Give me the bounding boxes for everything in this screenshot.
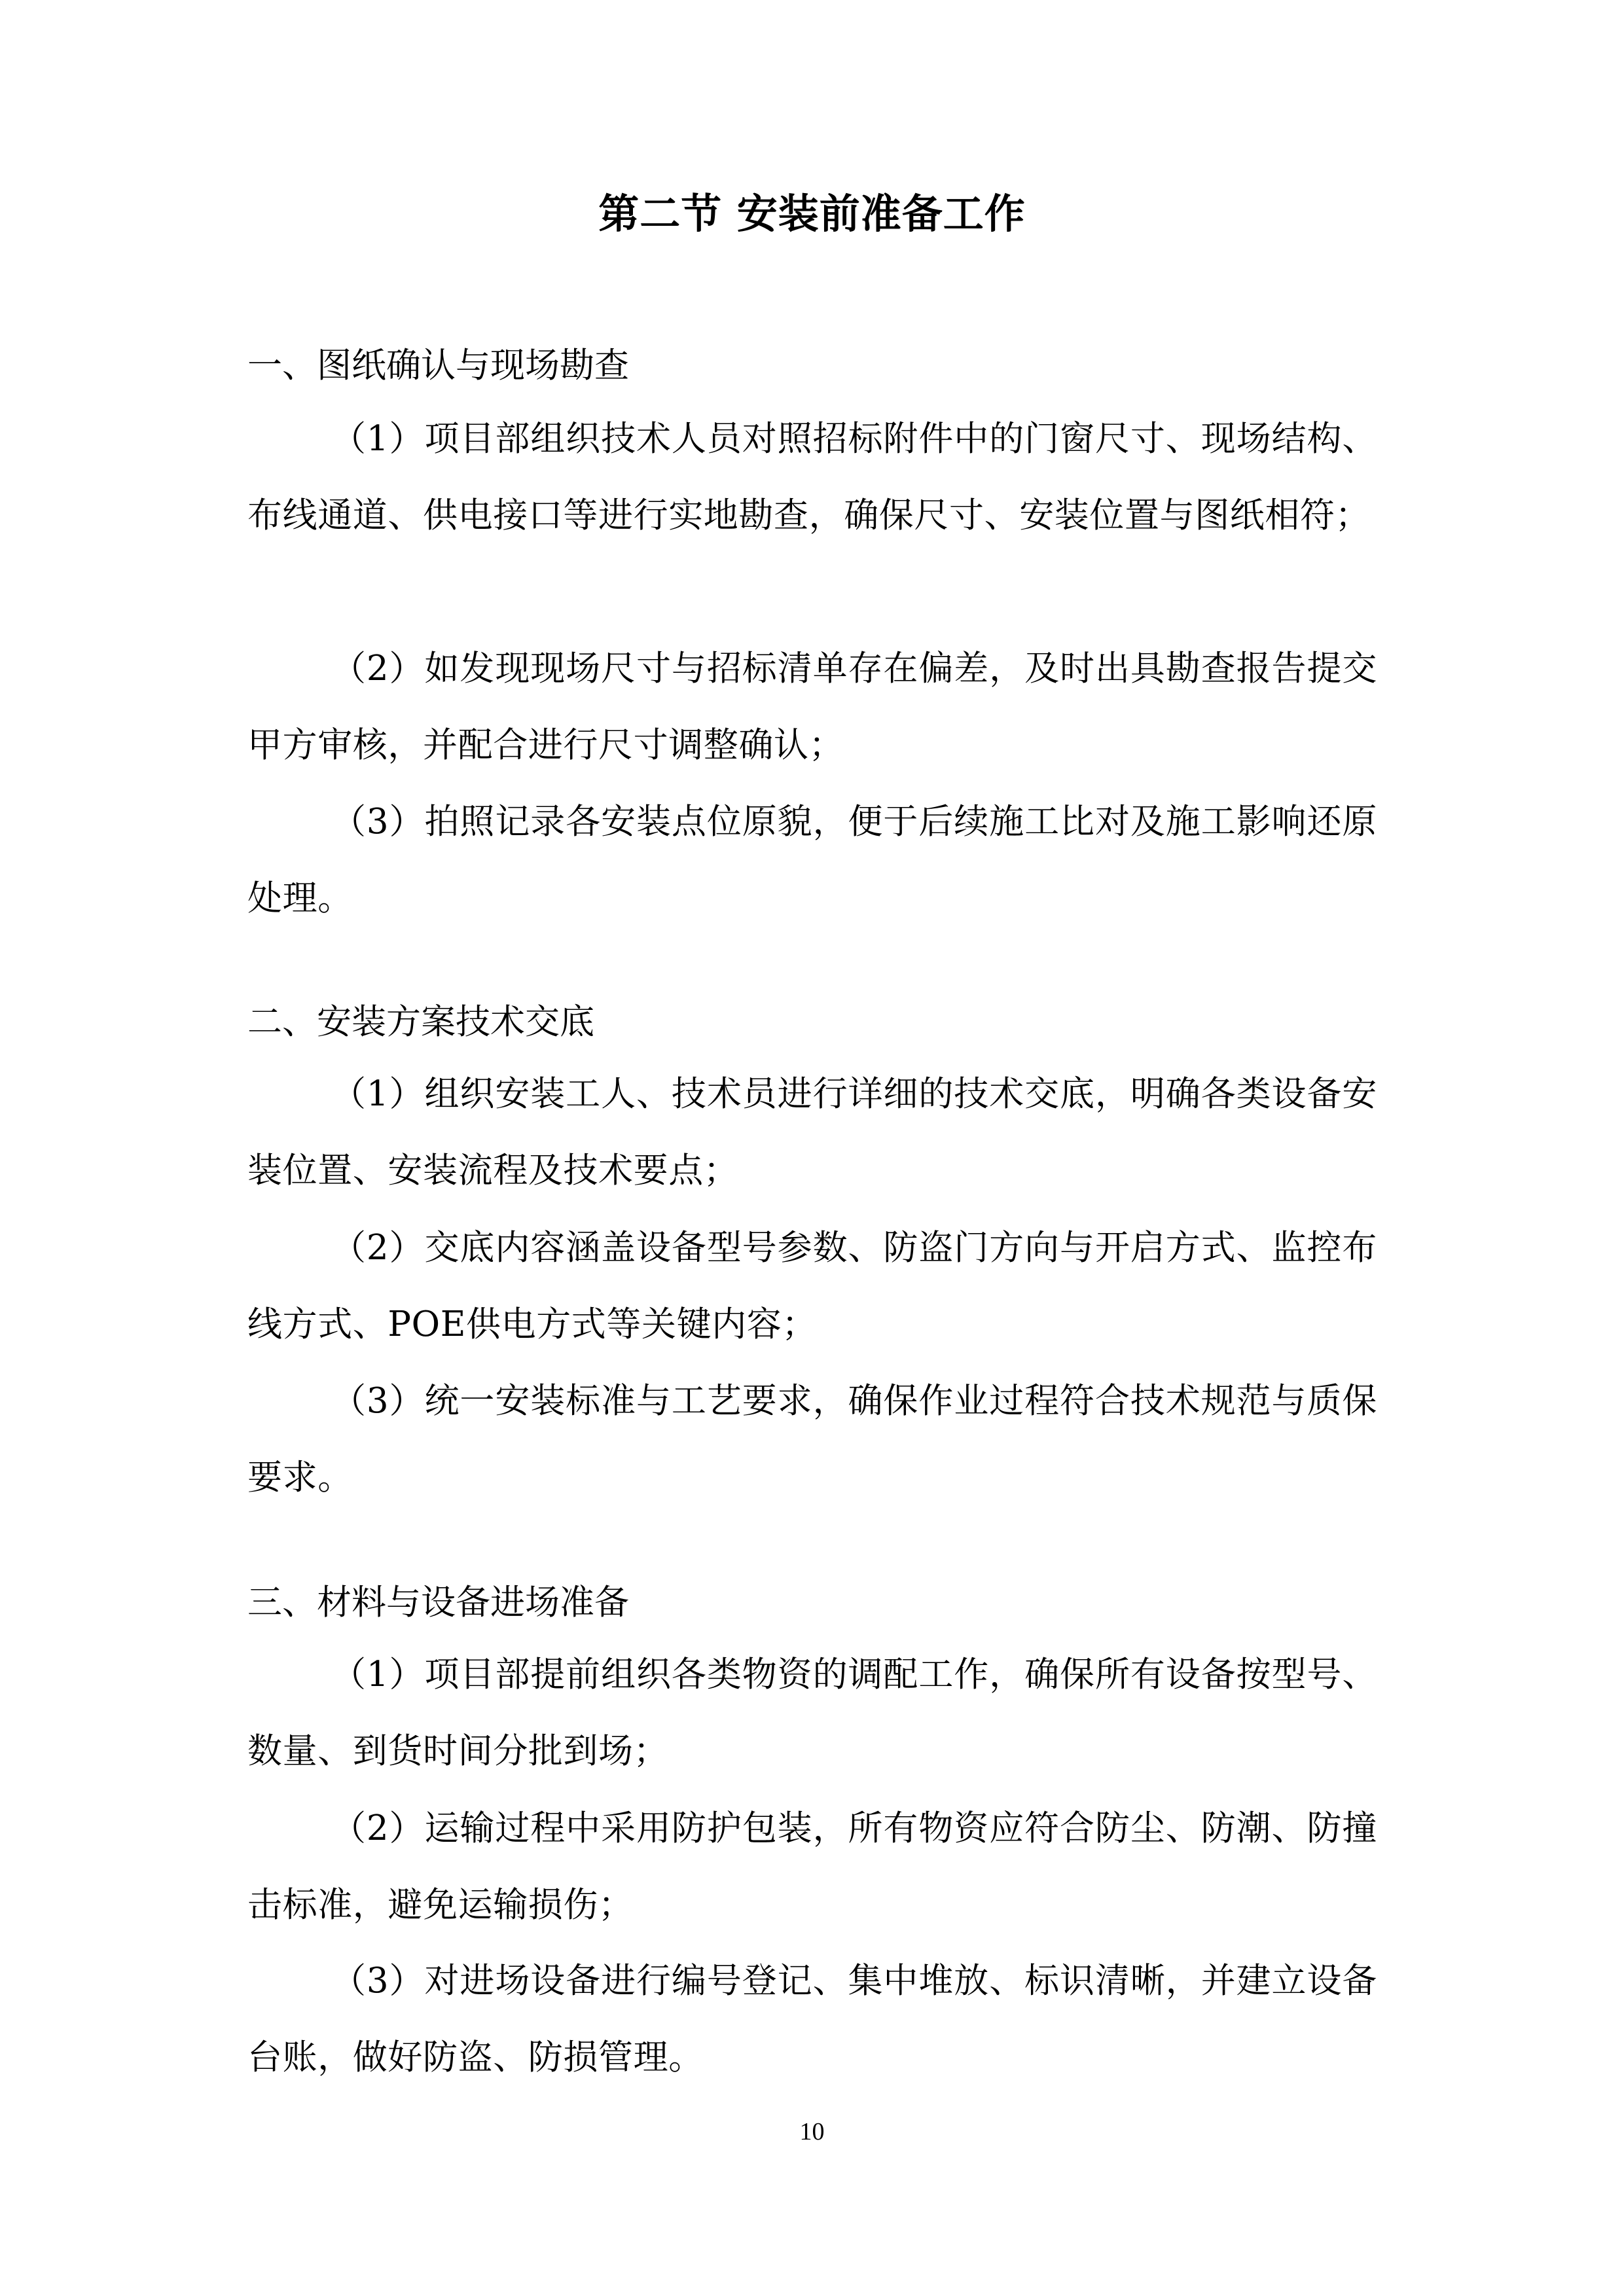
section-3-item-3: （3）对进场设备进行编号登记、集中堆放、标识清晰，并建立设备台账，做好防盗、防损管理。 (247, 1961, 1377, 2077)
section-heading-3: 三、材料与设备进场准备 (247, 1583, 629, 1623)
section-1-item-3: （3）拍照记录各安装点位原貌，便于后续施工比对及施工影响还原处理。 (247, 802, 1377, 918)
section-heading-2: 二、安装方案技术交底 (247, 1002, 594, 1042)
section-3-item-1: （1）项目部提前组织各类物资的调配工作，确保所有设备按型号、数量、到货时间分批到场； (247, 1655, 1377, 1771)
page-number: 10 (799, 2118, 825, 2145)
section-3-item-2: （2）运输过程中采用防护包装，所有物资应符合防尘、防潮、防撞击标准，避免运输损伤； (247, 1808, 1377, 1925)
section-1-item-2: （2）如发现现场尺寸与招标清单存在偏差，及时出具勘查报告提交甲方审核，并配合进行尺寸调整确认； (247, 649, 1377, 765)
section-2-item-1: （1）组织安装工人、技术员进行详细的技术交底，明确各类设备安装位置、安装流程及技术要点； (247, 1074, 1377, 1191)
section-1-item-1: （1）项目部组织技术人员对照招标附件中的门窗尺寸、现场结构、布线通道、供电接口等进行实地勘查，确保尺寸、安装位置与图纸相符； (247, 419, 1377, 535)
section-2-item-3: （3）统一安装标准与工艺要求，确保作业过程符合技术规范与质保要求。 (247, 1381, 1377, 1498)
section-2-item-2: （2）交底内容涵盖设备型号参数、防盗门方向与开启方式、监控布线方式、POE供电方式等关键内容； (247, 1228, 1377, 1344)
page-title: 第二节 安装前准备工作 (598, 190, 1026, 238)
section-heading-1: 一、图纸确认与现场勘查 (247, 346, 629, 386)
